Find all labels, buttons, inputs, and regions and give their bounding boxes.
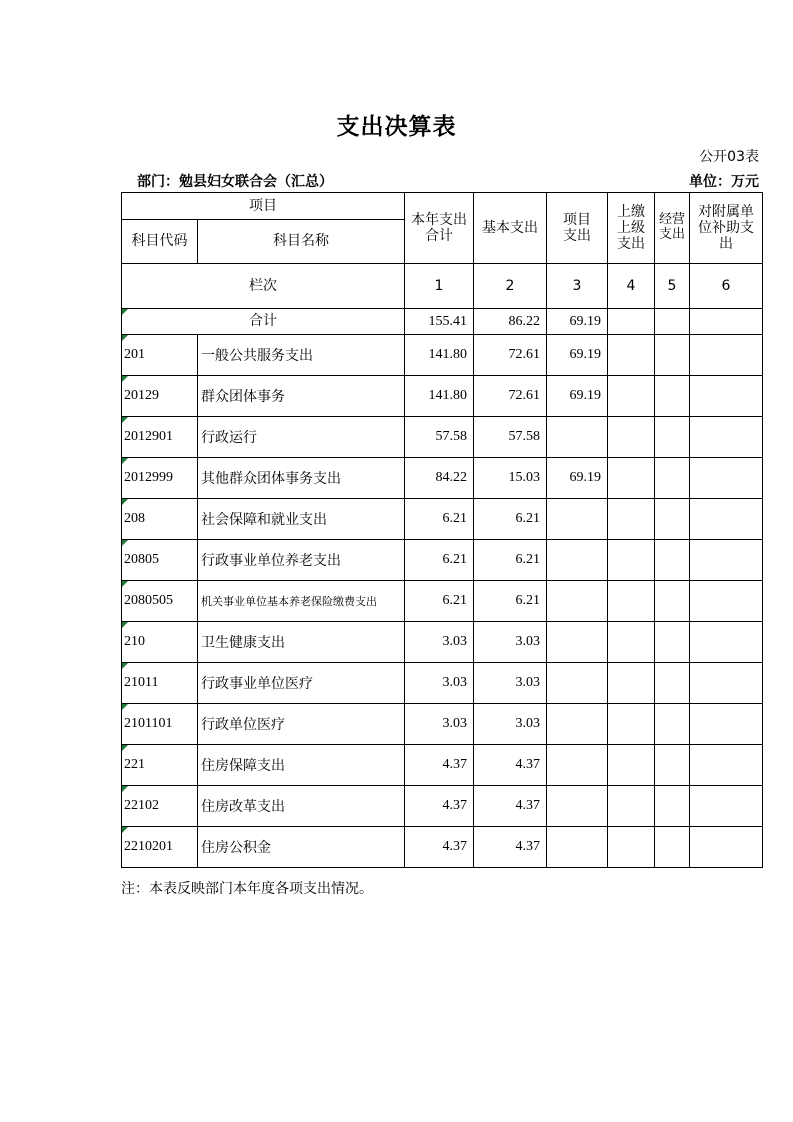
- column-index-2: 2: [474, 264, 547, 309]
- column-index-6: 6: [690, 264, 763, 309]
- table-row: [122, 581, 763, 622]
- amount-basic: 4.37: [474, 786, 547, 827]
- header-basic-expenditure: 基本支出: [474, 193, 547, 264]
- total-c5: [655, 309, 690, 335]
- amount-project: [547, 622, 608, 663]
- header-project-expenditure: 项目支出: [547, 193, 608, 264]
- amount-total: 4.37: [405, 786, 474, 827]
- amount-project: [547, 663, 608, 704]
- column-index-4: 4: [608, 264, 655, 309]
- total-c4: [608, 309, 655, 335]
- amount-basic: 72.61: [474, 376, 547, 417]
- amount-project: 69.19: [547, 458, 608, 499]
- table-row: [122, 704, 763, 745]
- amount-basic: 3.03: [474, 663, 547, 704]
- table-row: [122, 622, 763, 663]
- table-row: [122, 540, 763, 581]
- amount-project: 69.19: [547, 335, 608, 376]
- amount-total: 3.03: [405, 622, 474, 663]
- amount-total: 141.80: [405, 376, 474, 417]
- total-label: 合计: [122, 309, 405, 335]
- amount-basic: 6.21: [474, 581, 547, 622]
- amount-total: 6.21: [405, 540, 474, 581]
- amount-basic: 3.03: [474, 704, 547, 745]
- amount-basic: 4.37: [474, 827, 547, 868]
- unit-label: 单位：万元: [689, 174, 759, 190]
- subject-name: 行政事业单位养老支出: [198, 540, 405, 581]
- amount-total: 84.22: [405, 458, 474, 499]
- amount-total: 6.21: [405, 581, 474, 622]
- expenditure-table: [121, 192, 763, 868]
- header-project: 项目: [122, 193, 405, 220]
- form-number: 公开03表: [699, 149, 759, 165]
- subject-name: 卫生健康支出: [198, 622, 405, 663]
- table-row: [122, 663, 763, 704]
- amount-total: 141.80: [405, 335, 474, 376]
- table-row: [122, 786, 763, 827]
- table-row: [122, 335, 763, 376]
- amount-project: [547, 581, 608, 622]
- amount-basic: 4.37: [474, 745, 547, 786]
- subject-code: 20129: [122, 376, 198, 417]
- subject-name: 一般公共服务支出: [198, 335, 405, 376]
- amount-basic: 6.21: [474, 499, 547, 540]
- header-remit-superior: 上缴上级支出: [608, 193, 655, 264]
- header-subsidiary-subsidy: 对附属单位补助支出: [690, 193, 763, 264]
- subject-code: 2012901: [122, 417, 198, 458]
- amount-project: 69.19: [547, 376, 608, 417]
- column-index-3: 3: [547, 264, 608, 309]
- amount-total: 4.37: [405, 745, 474, 786]
- subject-name: 行政单位医疗: [198, 704, 405, 745]
- total-c2: 86.22: [474, 309, 547, 335]
- amount-basic: 15.03: [474, 458, 547, 499]
- table-row: [122, 417, 763, 458]
- subject-code: 21011: [122, 663, 198, 704]
- subject-name: 社会保障和就业支出: [198, 499, 405, 540]
- amount-basic: 72.61: [474, 335, 547, 376]
- amount-project: [547, 827, 608, 868]
- amount-project: [547, 417, 608, 458]
- subject-name: 住房公积金: [198, 827, 405, 868]
- amount-total: 3.03: [405, 663, 474, 704]
- row-label-column-index: 栏次: [122, 264, 405, 309]
- amount-project: [547, 540, 608, 581]
- column-index-5: 5: [655, 264, 690, 309]
- header-operating-expenditure: 经营支出: [655, 193, 690, 264]
- amount-basic: 3.03: [474, 622, 547, 663]
- amount-basic: 6.21: [474, 540, 547, 581]
- total-c3: 69.19: [547, 309, 608, 335]
- subject-name: 行政运行: [198, 417, 405, 458]
- table-row: [122, 458, 763, 499]
- subject-name: 住房保障支出: [198, 745, 405, 786]
- amount-basic: 57.58: [474, 417, 547, 458]
- header-subject-code: 科目代码: [122, 220, 198, 264]
- subject-code: 208: [122, 499, 198, 540]
- subject-code: 2012999: [122, 458, 198, 499]
- subject-code: 2210201: [122, 827, 198, 868]
- header-total-expenditure: 本年支出合计: [405, 193, 474, 264]
- amount-total: 3.03: [405, 704, 474, 745]
- column-index-1: 1: [405, 264, 474, 309]
- header-subject-name: 科目名称: [198, 220, 405, 264]
- subject-code: 210: [122, 622, 198, 663]
- table-row: [122, 827, 763, 868]
- subject-code: 221: [122, 745, 198, 786]
- subject-name: 群众团体事务: [198, 376, 405, 417]
- amount-total: 57.58: [405, 417, 474, 458]
- subject-code: 2080505: [122, 581, 198, 622]
- subject-code: 2101101: [122, 704, 198, 745]
- subject-code: 201: [122, 335, 198, 376]
- subject-code: 20805: [122, 540, 198, 581]
- table-row-total: [122, 309, 763, 335]
- amount-project: [547, 499, 608, 540]
- subject-name: 行政事业单位医疗: [198, 663, 405, 704]
- amount-total: 6.21: [405, 499, 474, 540]
- table-row: [122, 745, 763, 786]
- subject-name: 机关事业单位基本养老保险缴费支出: [198, 581, 405, 622]
- table-row: [122, 499, 763, 540]
- table-row: [122, 376, 763, 417]
- page-title: 支出决算表: [336, 114, 457, 140]
- amount-project: [547, 704, 608, 745]
- amount-project: [547, 786, 608, 827]
- total-c1: 155.41: [405, 309, 474, 335]
- subject-code: 22102: [122, 786, 198, 827]
- subject-name: 其他群众团体事务支出: [198, 458, 405, 499]
- amount-project: [547, 745, 608, 786]
- department-label: 部门：勉县妇女联合会（汇总）: [137, 174, 333, 190]
- total-c6: [690, 309, 763, 335]
- amount-total: 4.37: [405, 827, 474, 868]
- subject-name: 住房改革支出: [198, 786, 405, 827]
- footnote: 注：本表反映部门本年度各项支出情况。: [121, 881, 373, 897]
